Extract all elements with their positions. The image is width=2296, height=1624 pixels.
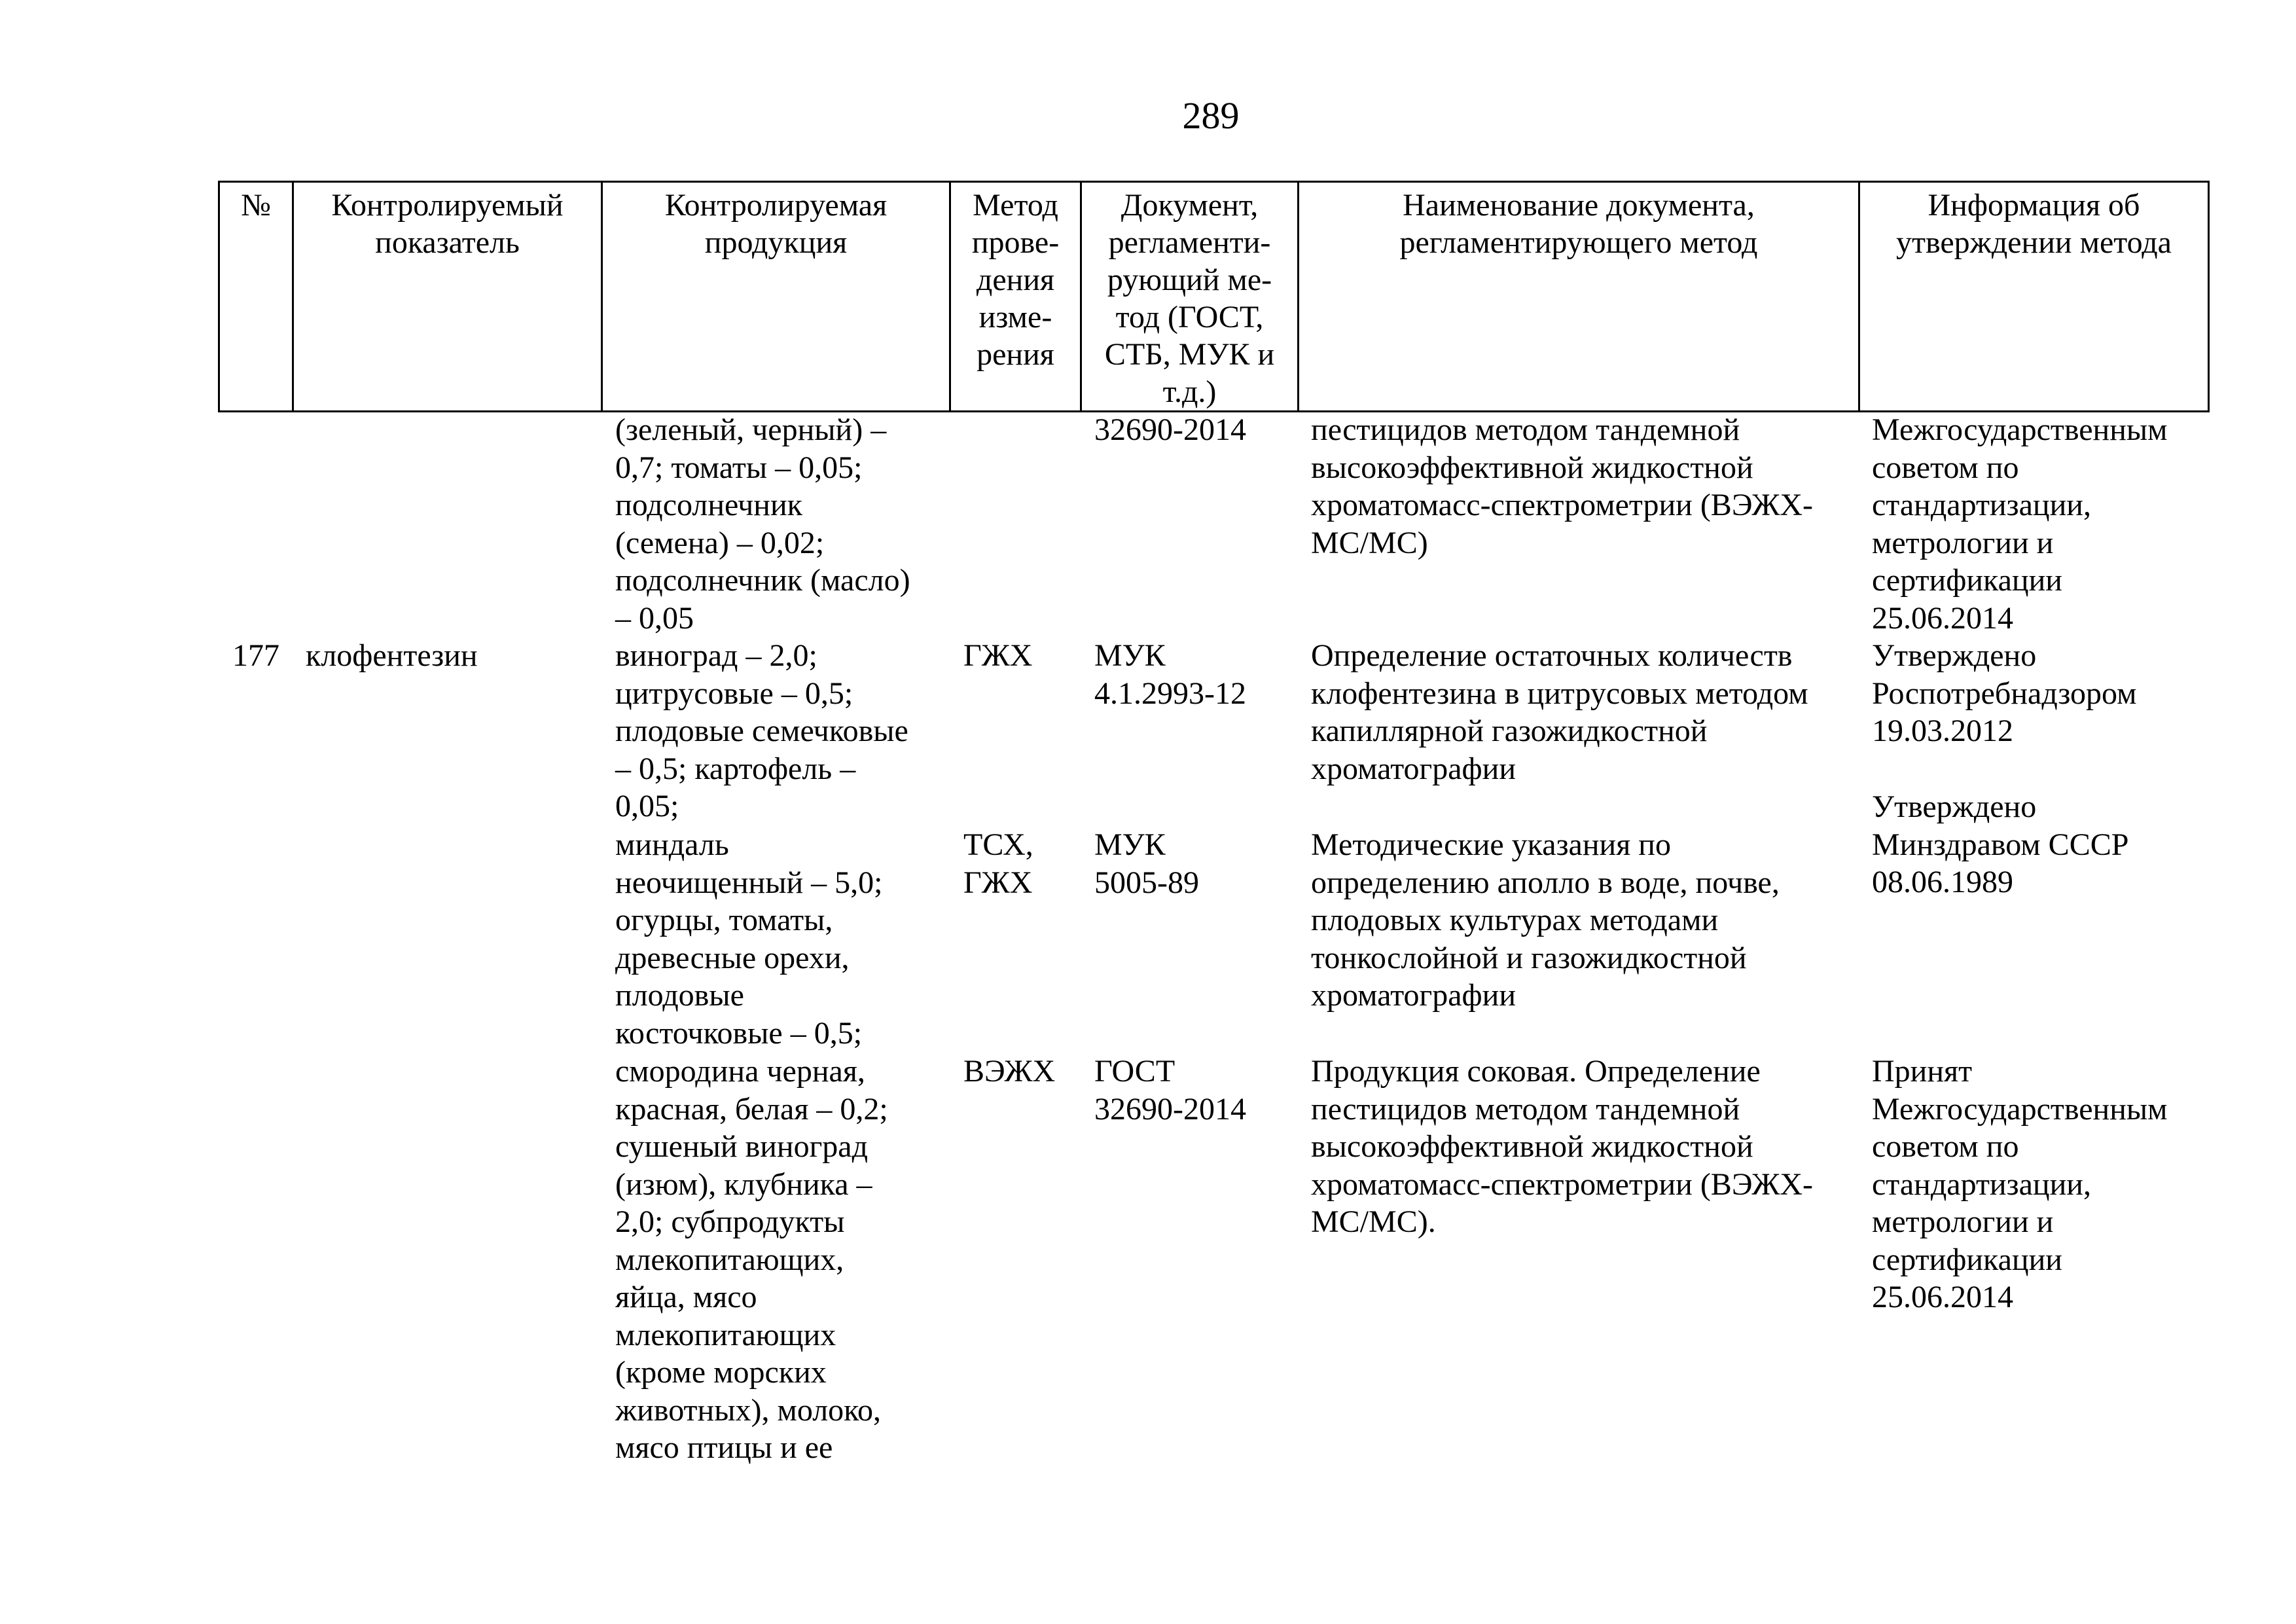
cell-product: миндаль неочищенный – 5,0; огурцы, томаты, древесные орехи, плодовые косточковые – 0,5;	[615, 827, 883, 1051]
cell-product: (зеленый, черный) – 0,7; томаты – 0,05; подсолнечник (семена) – 0,02; подсолнечник (масло) – 0,05	[615, 412, 910, 636]
cell-product: виноград – 2,0; цитрусовые – 0,5; плодовые семечковые – 0,5; картофель – 0,05;	[615, 638, 908, 823]
cell-method: ГЖХ	[963, 638, 1033, 673]
cell-approval: Межгосударственным советом по стандартизации, метрологии и сертификации 25.06.2014	[1872, 412, 2168, 636]
cell-no: 177	[232, 638, 279, 673]
cell-doc-name: Методические указания по определению аполло в воде, почве, плодовых культурах методами тонкослойной и газожидкостной хроматографии	[1311, 827, 1780, 1013]
header-method: Метод прове-дения изме-рения	[950, 182, 1081, 412]
cell-doc-name: Определение остаточных количеств клофентезина в цитрусовых методом капиллярной газожидкостной хроматографии	[1311, 638, 1808, 786]
cell-document: МУК 4.1.2993-12	[1094, 638, 1246, 711]
cell-approval: Утверждено Минздравом СССР 08.06.1989	[1872, 789, 2129, 899]
cell-document: МУК 5005-89	[1094, 827, 1199, 900]
table-header	[218, 181, 2210, 412]
header-approval: Информация об утверждении метода	[1859, 182, 2209, 412]
header-document: Документ, регламенти-рующий ме-тод (ГОСТ, СТБ, МУК и т.д.)	[1081, 182, 1299, 412]
cell-product: смородина черная, красная, белая – 0,2; сушеный виноград (изюм), клубника – 2,0; субпродукты млекопитающих, яйца, мясо млекопитающих (кроме морских животных), молоко, мясо птицы и ее	[615, 1054, 888, 1465]
cell-doc-name: Продукция соковая. Определение пестицидов методом тандемной высокоэффективной жидкостной хроматомасс-спектрометрии (ВЭЖХ- МС/МС).	[1311, 1054, 1813, 1239]
header-row	[219, 182, 2209, 412]
cell-doc-name: пестицидов методом тандемной высокоэффективной жидкостной хроматомасс-спектрометрии (ВЭЖХ- МС/МС)	[1311, 412, 1813, 560]
header-product: Контролируемая продукция	[602, 182, 950, 412]
cell-method: ТСХ, ГЖХ	[963, 827, 1033, 900]
page-number: 289	[1182, 94, 1240, 137]
header-doc-name: Наименование документа, регламентирующего метод	[1299, 182, 1859, 412]
cell-document: ГОСТ 32690-2014	[1094, 1054, 1246, 1127]
cell-indicator: клофентезин	[306, 638, 478, 673]
header-indicator: Контролируемый показатель	[293, 182, 602, 412]
cell-method: ВЭЖХ	[963, 1054, 1056, 1089]
cell-approval: Утверждено Роспотребнадзором 19.03.2012	[1872, 638, 2137, 748]
header-no: №	[219, 182, 293, 412]
cell-approval: Принят Межгосударственным советом по стандартизации, метрологии и сертификации 25.06.2014	[1872, 1054, 2168, 1314]
cell-document: 32690-2014	[1094, 412, 1246, 447]
